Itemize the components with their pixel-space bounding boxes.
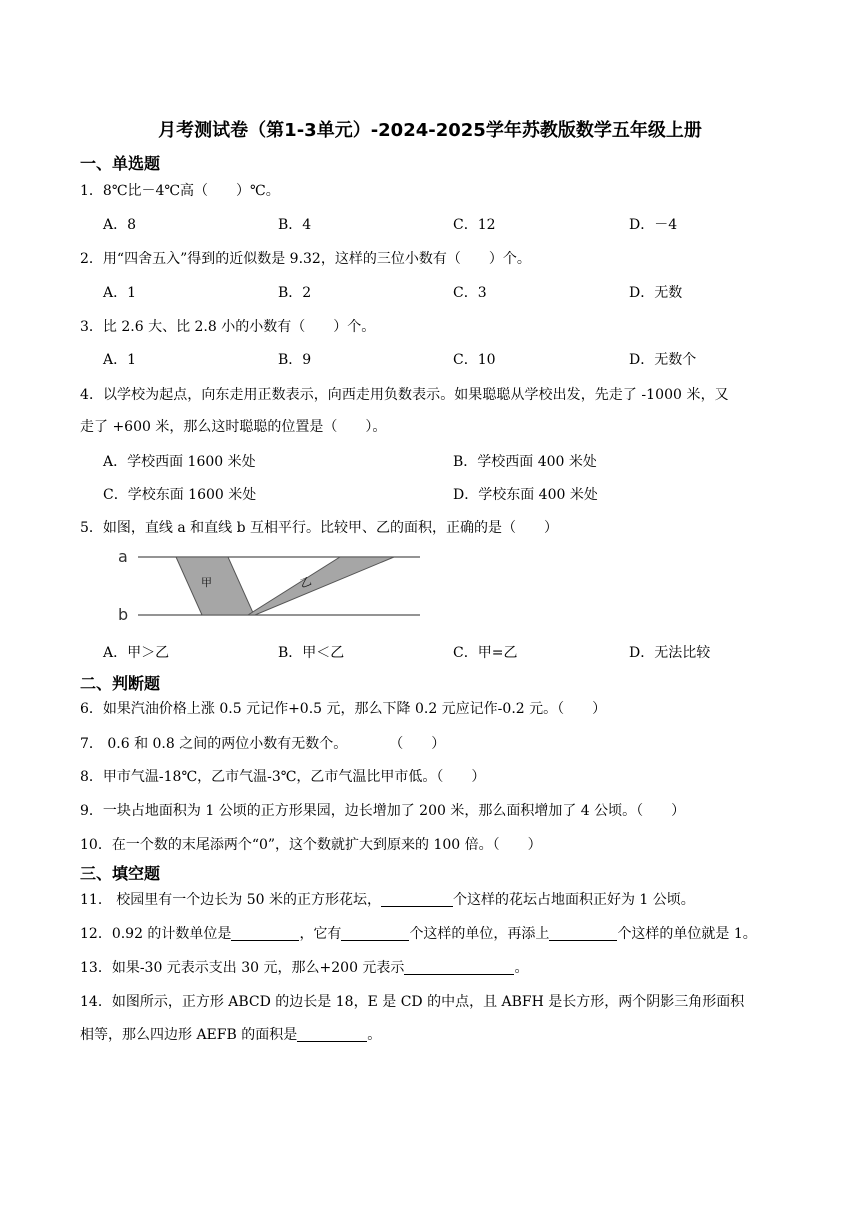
q4-option-a: A．学校西面 1600 米处 <box>103 454 256 470</box>
section-heading-single-choice: 一、单选题 <box>80 154 161 173</box>
q11-answer-blank[interactable] <box>381 892 453 907</box>
shape-jia <box>176 557 254 615</box>
q12-text-a: 12．0.92 的计数单位是 <box>80 926 232 942</box>
question-14-line-1: 14．如图所示，正方形 ABCD 的边长是 18，E 是 CD 的中点，且 ABFH 是长方形，两个阴影三角形面积 <box>80 994 745 1010</box>
q2-option-d: D．无数 <box>629 285 683 301</box>
parallel-lines-figure <box>110 544 430 624</box>
shape-yi <box>248 557 394 615</box>
question-9: 9．一块占地面积为 1 公顷的正方形果园，边长增加了 200 米，那么面积增加了 4 公顷。（ ） <box>80 803 686 819</box>
page-title: 月考测试卷（第1-3单元）-2024-2025学年苏教版数学五年级上册 <box>158 120 702 141</box>
q5-option-a: A．甲＞乙 <box>103 645 170 661</box>
q13-text-b: 。 <box>514 960 529 976</box>
q1-option-a: A．8 <box>103 217 137 233</box>
label-yi: 乙 <box>298 574 314 591</box>
q12-text-c: 个这样的单位，再添上 <box>409 926 550 942</box>
q14-answer-blank[interactable] <box>297 1027 367 1042</box>
q3-option-d: D．无数个 <box>629 352 697 368</box>
q4-option-d: D．学校东面 400 米处 <box>453 487 598 503</box>
q12-answer-blank-1[interactable] <box>231 926 299 941</box>
question-8: 8．甲市气温-18℃，乙市气温-3℃，乙市气温比甲市低。（ ） <box>80 769 486 785</box>
q12-answer-blank-3[interactable] <box>549 926 617 941</box>
q5-option-b: B．甲＜乙 <box>278 645 345 661</box>
question-11 <box>80 889 695 909</box>
q14-text-a: 相等，那么四边形 AEFB 的面积是 <box>80 1027 298 1043</box>
q13-text-a: 13．如果-30 元表示支出 30 元，那么+200 元表示 <box>80 960 405 976</box>
q13-answer-blank[interactable] <box>404 960 514 975</box>
question-7: 7． 0.6 和 0.8 之间的两位小数有无数个。 （ ） <box>80 736 446 752</box>
question-13 <box>80 957 528 977</box>
q14-text-b: 。 <box>367 1027 382 1043</box>
q12-answer-blank-2[interactable] <box>341 926 409 941</box>
label-b: b <box>118 605 129 624</box>
question-1: 1．8℃比－4℃高（ ）℃。 <box>80 183 280 199</box>
question-6: 6．如果汽油价格上涨 0.5 元记作+0.5 元，那么下降 0.2 元应记作-0.2 元。（ ） <box>80 701 607 717</box>
q1-option-d: D．－4 <box>629 217 678 233</box>
q3-option-a: A．1 <box>103 352 137 368</box>
q2-option-c: C．3 <box>453 285 487 301</box>
q5-option-c: C．甲=乙 <box>453 645 518 661</box>
q12-text-b: ，它有 <box>299 926 342 942</box>
question-12 <box>80 923 757 943</box>
q4-option-b: B．学校西面 400 米处 <box>453 454 597 470</box>
q3-option-b: B．9 <box>278 352 312 368</box>
question-3: 3．比 2.6 大、比 2.8 小的小数有（ ）个。 <box>80 319 376 335</box>
section-heading-fill-blank: 三、填空题 <box>80 864 161 883</box>
q12-text-d: 个这样的单位就是 1。 <box>617 926 757 942</box>
question-4-line-1: 4．以学校为起点，向东走用正数表示，向西走用负数表示。如果聪聪从学校出发，先走了 -1000 米，又 <box>80 387 729 403</box>
question-14-line-2 <box>80 1024 381 1044</box>
question-2: 2．用“四舍五入”得到的近似数是 9.32，这样的三位小数有（ ）个。 <box>80 251 531 267</box>
q1-option-c: C．12 <box>453 217 496 233</box>
q2-option-b: B．2 <box>278 285 312 301</box>
section-heading-true-false: 二、判断题 <box>80 674 161 693</box>
question-5: 5．如图，直线 a 和直线 b 互相平行。比较甲、乙的面积，正确的是（ ） <box>80 520 559 536</box>
q5-option-d: D．无法比较 <box>629 645 711 661</box>
q2-option-a: A．1 <box>103 285 137 301</box>
q11-text-a: 11． 校园里有一个边长为 50 米的正方形花坛， <box>80 892 381 908</box>
q4-option-c: C．学校东面 1600 米处 <box>103 487 257 503</box>
label-jia: 甲 <box>201 576 212 589</box>
q1-option-b: B．4 <box>278 217 312 233</box>
question-10: 10．在一个数的末尾添两个“0”，这个数就扩大到原来的 100 倍。（ ） <box>80 837 542 853</box>
q11-text-b: 个这样的花坛占地面积正好为 1 公顷。 <box>452 892 695 908</box>
q3-option-c: C．10 <box>453 352 496 368</box>
question-4-line-2: 走了 +600 米，那么这时聪聪的位置是（ ）。 <box>80 419 387 435</box>
label-a: a <box>118 547 128 566</box>
